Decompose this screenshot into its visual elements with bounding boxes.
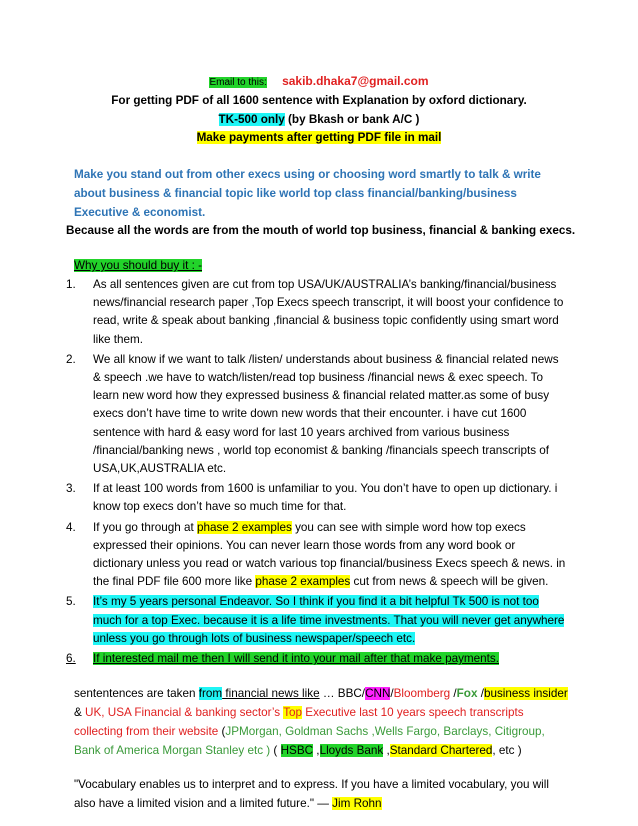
why-heading-wrap: [74, 257, 374, 275]
list-item: [66, 593, 566, 648]
banks-list: JPMorgan, Goldman Sachs ,Wells Fargo, Barclays, Citigroup, Bank of America Morgan Stanley etc ): [74, 725, 545, 757]
quote-author: Jim Rohn: [332, 797, 382, 810]
price-line: [0, 113, 638, 126]
email-address[interactable]: sakib.dhaka7@gmail.com: [282, 74, 429, 88]
sources-text: ,: [313, 744, 320, 757]
list-number: 4.: [66, 520, 76, 534]
list-item: [66, 519, 566, 592]
sources-text: (: [270, 744, 281, 757]
lloyds-label: Lloyds Bank: [319, 744, 384, 757]
payment-note: Make payments after getting PDF file in mail: [196, 131, 442, 144]
intro-blue-text: Make you stand out from other execs using or choosing word smartly to talk & write about business & financial topic like world top class financial/banking/business Executive & economist.: [74, 168, 541, 219]
sources-text: , etc ): [492, 744, 522, 757]
sources-text: sententences are taken: [74, 687, 199, 700]
sources-paragraph: [74, 684, 569, 760]
quote-text: "Vocabulary enables us to interpret and to express. If you have a limited vocabulary, you will also have a limited vision and a limited future." —: [74, 778, 549, 810]
price-highlight: TK-500 only: [218, 113, 285, 126]
sources-text: /: [477, 687, 484, 700]
sources-text: (: [218, 725, 226, 738]
list-item-text: As all sentences given are cut from top USA/UK/AUSTRALIA’s banking/financial/business news/financial research paper ,Top Execs speech transcript, it will boost your confidence to read, write & speak about banking ,financial & business topic confidently using smart word like them.: [93, 278, 564, 346]
why-list: [66, 276, 566, 668]
list-item-text: If at least 100 words from 1600 is unfamiliar to you. You don’t have to open up dictionary. i know top execs don’t have so much time for that.: [93, 482, 558, 514]
list-number: 6.: [66, 652, 76, 666]
list-number: 1.: [66, 278, 76, 291]
quote-paragraph: [74, 775, 569, 813]
from-highlight: from: [198, 687, 223, 700]
standard-chartered-label: Standard Chartered: [389, 744, 493, 757]
sources-text: /: [450, 687, 457, 700]
email-line: [0, 74, 638, 88]
why-heading: Why you should buy it : -: [74, 259, 202, 272]
sources-text: ,: [383, 744, 390, 757]
uk-usa-text: UK, USA Financial & banking sector’s: [85, 706, 284, 719]
list-item-text: If you go through at: [93, 520, 197, 534]
list-item-text: you can see with simple word how top execs expressed their opinions. You can never learn those words from any word book or dictionary unless you read or watch various top financial/business Execs speech & news. in the final PDF file 600 more like: [93, 520, 566, 589]
phase2-highlight: phase 2 examples: [196, 520, 292, 534]
because-line: Because all the words are from the mouth of world top business, financial & banking execs.: [66, 224, 576, 237]
bloomberg-label: Bloomberg: [393, 687, 451, 700]
sources-text: &: [74, 706, 86, 719]
list-number: 5.: [66, 595, 76, 609]
list-item-text: We all know if we want to talk /listen/ understands about business & financial related news & speech .we have to watch/listen/read top business /financial news & exec speech. To learn new word how they expressed business & financial related matter.as some of busy execs don’t have time to write down new words that their encounter. i have cut 1600 sentence with hard & easy word for last 10 years archived from various business /financial/banking news , world top economist & banking /financials speech transcripts of USA,UK,AUSTRALIA etc.: [93, 352, 559, 476]
sources-text: financial news like: [222, 687, 320, 700]
sources-text: /: [390, 687, 394, 700]
business-insider-label: business insider: [483, 687, 568, 700]
phase2-highlight: phase 2 examples: [255, 575, 351, 589]
list-number: 2.: [66, 352, 76, 366]
fox-label: Fox: [456, 687, 478, 700]
list-item: [66, 480, 566, 516]
list-number: 3.: [66, 482, 76, 496]
email-label: Email to this:: [209, 77, 267, 88]
price-method: (by Bkash or bank A/C ): [284, 113, 420, 126]
list-item: [66, 351, 566, 478]
exec-text: Executive last 10 years speech transcripts collecting from their website: [74, 706, 524, 738]
payment-line: [0, 131, 638, 144]
list-item-text: cut from news & speech will be given.: [350, 575, 549, 589]
hsbc-label: HSBC: [280, 744, 314, 757]
list-item: [66, 650, 566, 668]
cnn-label: CNN: [365, 687, 391, 700]
sources-text: … BBC/: [319, 687, 366, 700]
pdf-info-line: For getting PDF of all 1600 sentence with Explanation by oxford dictionary.: [111, 94, 527, 107]
list-item-text: It’s my 5 years personal Endeavor. So I think if you find it a bit helpful Tk 500 is not too much for a top Exec. because it is a life time investments. That you will never get anywhere unless you go through lots of business newspaper/speech etc.: [93, 595, 565, 645]
list-item: [66, 276, 566, 349]
list-item-text: If interested mail me then I will send it into your mail after that make payments.: [93, 652, 499, 666]
top-highlight: Top: [283, 706, 303, 719]
